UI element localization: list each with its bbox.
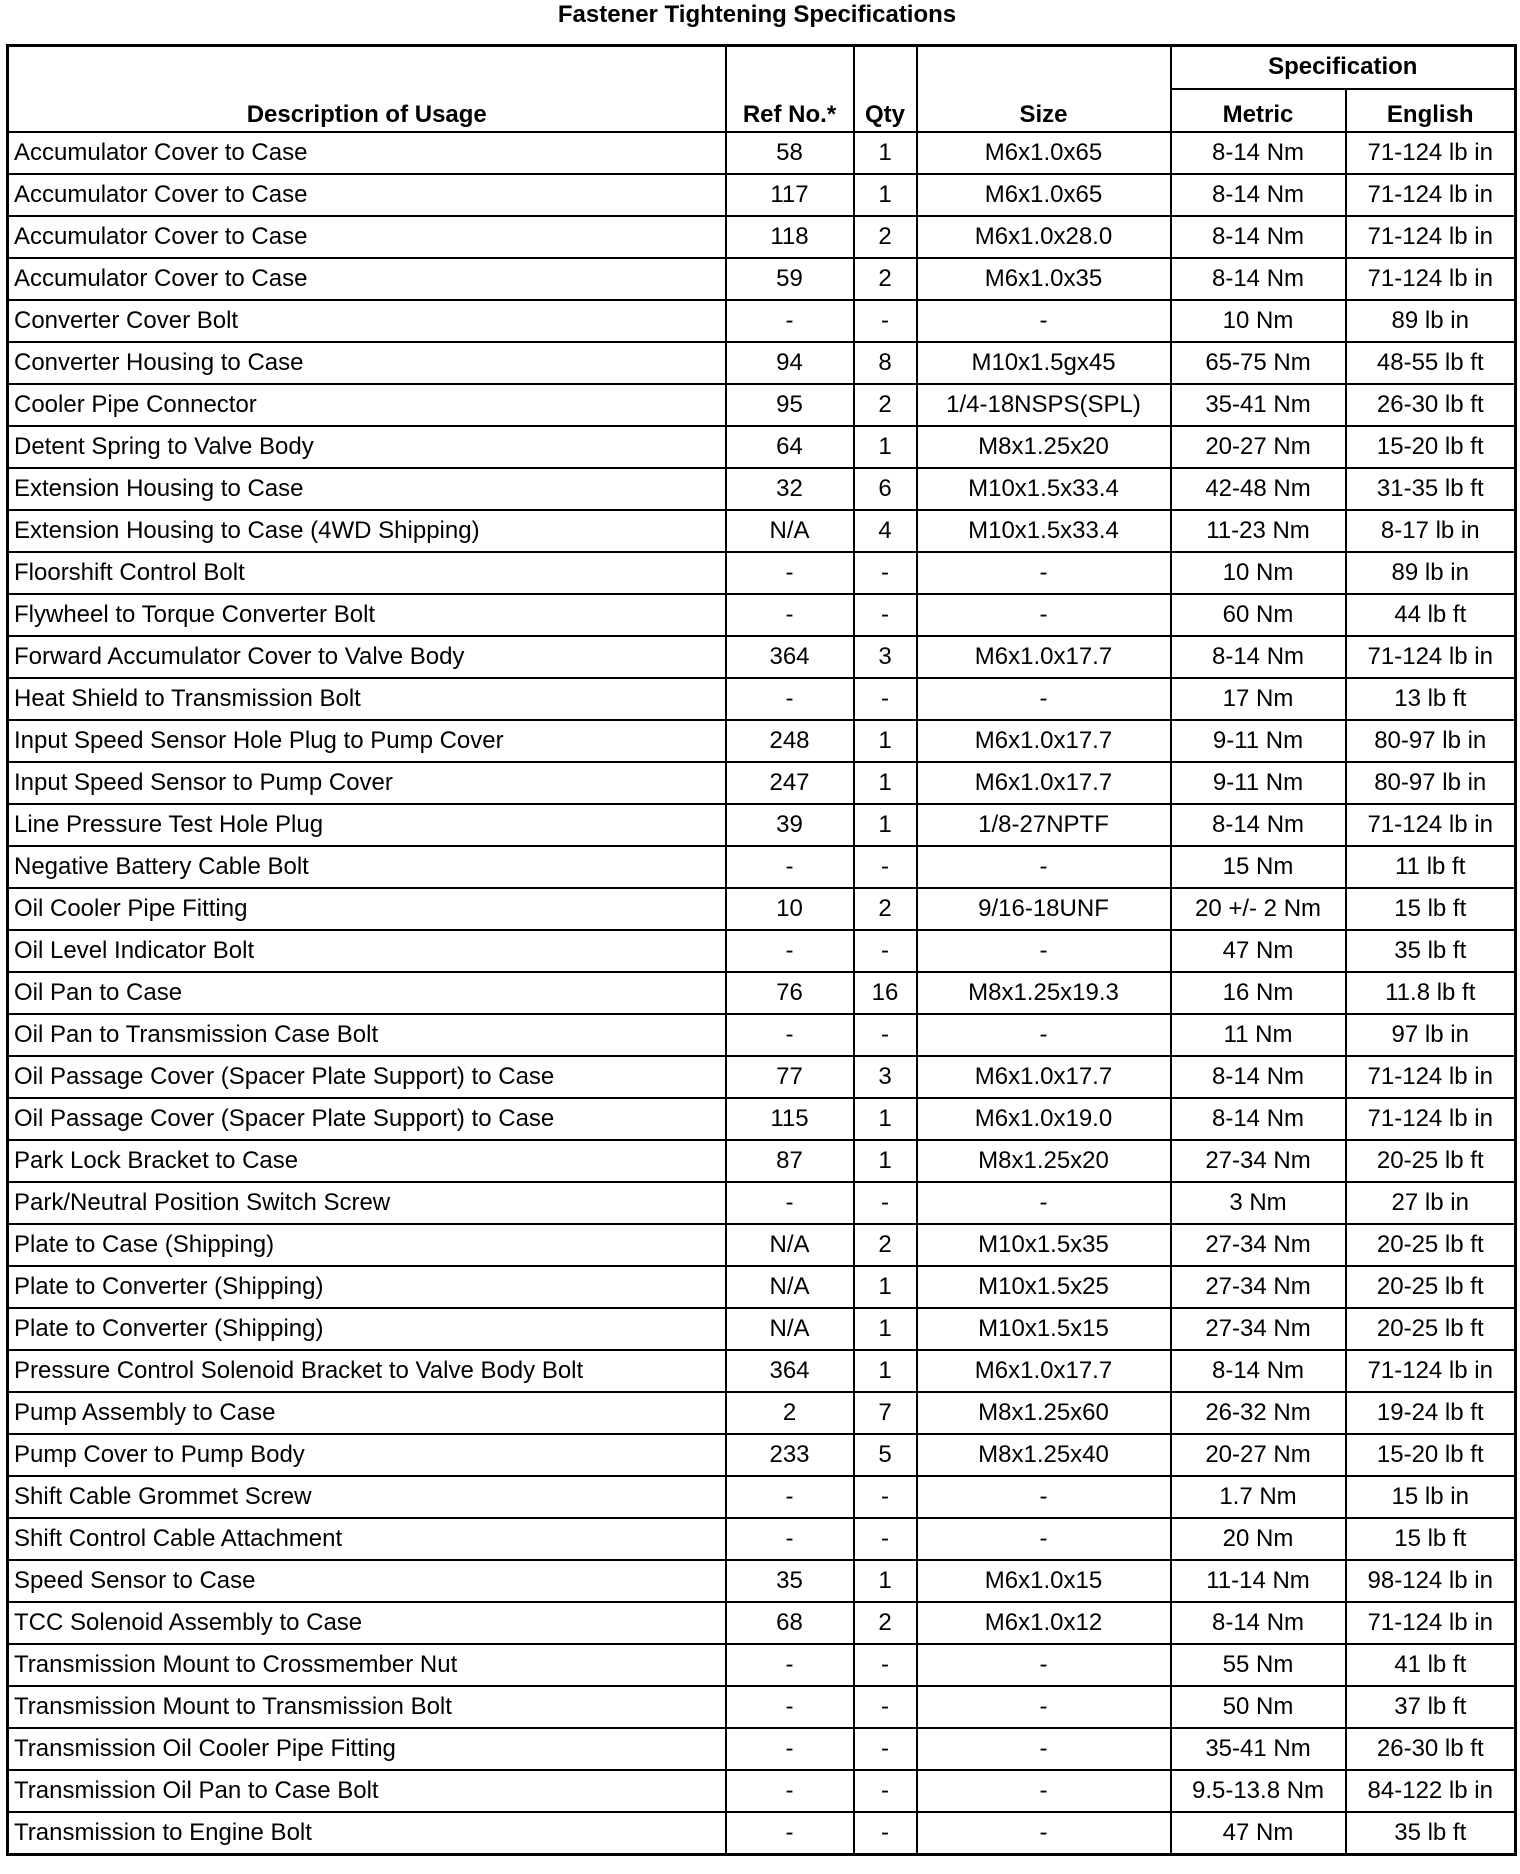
table-row xyxy=(8,468,1516,510)
cell-english: 15 lb ft xyxy=(1346,888,1516,930)
cell-size: M6x1.0x17.7 xyxy=(917,720,1171,762)
cell-metric: 15 Nm xyxy=(1171,846,1346,888)
cell-qty: 8 xyxy=(854,342,917,384)
cell-ref-no: N/A xyxy=(726,1308,854,1350)
cell-description: Oil Level Indicator Bolt xyxy=(8,930,726,972)
cell-ref-no: 32 xyxy=(726,468,854,510)
cell-qty: - xyxy=(854,552,917,594)
cell-description: Extension Housing to Case (4WD Shipping) xyxy=(8,510,726,552)
cell-metric: 9.5-13.8 Nm xyxy=(1171,1770,1346,1812)
cell-qty: - xyxy=(854,594,917,636)
cell-english: 89 lb in xyxy=(1346,300,1516,342)
cell-size: - xyxy=(917,1476,1171,1518)
cell-description: Transmission Oil Pan to Case Bolt xyxy=(8,1770,726,1812)
cell-english: 15-20 lb ft xyxy=(1346,1434,1516,1476)
cell-english: 20-25 lb ft xyxy=(1346,1266,1516,1308)
table-row xyxy=(8,1812,1516,1855)
cell-ref-no: 2 xyxy=(726,1392,854,1434)
cell-metric: 27-34 Nm xyxy=(1171,1140,1346,1182)
table-row xyxy=(8,720,1516,762)
table-row xyxy=(8,846,1516,888)
table-row xyxy=(8,1728,1516,1770)
header-qty: Qty xyxy=(854,46,917,133)
cell-qty: 1 xyxy=(854,1350,917,1392)
cell-size: M10x1.5x33.4 xyxy=(917,510,1171,552)
table-row xyxy=(8,174,1516,216)
cell-metric: 60 Nm xyxy=(1171,594,1346,636)
header-specification: Specification xyxy=(1171,46,1516,90)
cell-ref-no: - xyxy=(726,678,854,720)
table-row xyxy=(8,1224,1516,1266)
table-row xyxy=(8,552,1516,594)
cell-qty: - xyxy=(854,300,917,342)
cell-qty: - xyxy=(854,1644,917,1686)
cell-metric: 9-11 Nm xyxy=(1171,762,1346,804)
cell-description: Flywheel to Torque Converter Bolt xyxy=(8,594,726,636)
cell-description: Accumulator Cover to Case xyxy=(8,258,726,300)
cell-description: Transmission Mount to Crossmember Nut xyxy=(8,1644,726,1686)
cell-size: - xyxy=(917,300,1171,342)
cell-metric: 8-14 Nm xyxy=(1171,1602,1346,1644)
header-description: Description of Usage xyxy=(8,46,726,133)
cell-metric: 8-14 Nm xyxy=(1171,174,1346,216)
cell-qty: 1 xyxy=(854,1140,917,1182)
cell-english: 80-97 lb in xyxy=(1346,762,1516,804)
cell-description: Plate to Case (Shipping) xyxy=(8,1224,726,1266)
cell-qty: 4 xyxy=(854,510,917,552)
cell-description: Speed Sensor to Case xyxy=(8,1560,726,1602)
cell-description: Input Speed Sensor Hole Plug to Pump Cover xyxy=(8,720,726,762)
cell-metric: 47 Nm xyxy=(1171,930,1346,972)
cell-ref-no: - xyxy=(726,1728,854,1770)
table-row xyxy=(8,510,1516,552)
cell-ref-no: - xyxy=(726,1476,854,1518)
cell-description: Park/Neutral Position Switch Screw xyxy=(8,1182,726,1224)
cell-english: 71-124 lb in xyxy=(1346,174,1516,216)
table-row xyxy=(8,1560,1516,1602)
cell-size: M6x1.0x17.7 xyxy=(917,636,1171,678)
cell-description: Forward Accumulator Cover to Valve Body xyxy=(8,636,726,678)
cell-metric: 27-34 Nm xyxy=(1171,1308,1346,1350)
cell-size: M8x1.25x40 xyxy=(917,1434,1171,1476)
cell-qty: - xyxy=(854,1686,917,1728)
cell-size: - xyxy=(917,1182,1171,1224)
cell-description: Transmission to Engine Bolt xyxy=(8,1812,726,1855)
cell-description: Heat Shield to Transmission Bolt xyxy=(8,678,726,720)
cell-ref-no: - xyxy=(726,1644,854,1686)
cell-ref-no: 118 xyxy=(726,216,854,258)
cell-size: M6x1.0x15 xyxy=(917,1560,1171,1602)
cell-english: 71-124 lb in xyxy=(1346,1350,1516,1392)
header-english: English xyxy=(1346,89,1516,132)
cell-qty: 2 xyxy=(854,1602,917,1644)
cell-qty: 6 xyxy=(854,468,917,510)
cell-english: 8-17 lb in xyxy=(1346,510,1516,552)
table-row xyxy=(8,1182,1516,1224)
cell-size: 1/8-27NPTF xyxy=(917,804,1171,846)
cell-metric: 42-48 Nm xyxy=(1171,468,1346,510)
cell-description: Pump Cover to Pump Body xyxy=(8,1434,726,1476)
cell-description: Shift Cable Grommet Screw xyxy=(8,1476,726,1518)
cell-english: 71-124 lb in xyxy=(1346,1056,1516,1098)
table-row xyxy=(8,1476,1516,1518)
cell-metric: 11-14 Nm xyxy=(1171,1560,1346,1602)
cell-description: Plate to Converter (Shipping) xyxy=(8,1266,726,1308)
cell-size: 9/16-18UNF xyxy=(917,888,1171,930)
cell-size: M6x1.0x12 xyxy=(917,1602,1171,1644)
cell-metric: 26-32 Nm xyxy=(1171,1392,1346,1434)
table-row xyxy=(8,1518,1516,1560)
cell-description: Converter Cover Bolt xyxy=(8,300,726,342)
cell-ref-no: - xyxy=(726,930,854,972)
cell-description: Oil Passage Cover (Spacer Plate Support) to Case xyxy=(8,1056,726,1098)
cell-size: - xyxy=(917,1518,1171,1560)
cell-ref-no: - xyxy=(726,1518,854,1560)
cell-ref-no: 35 xyxy=(726,1560,854,1602)
cell-metric: 10 Nm xyxy=(1171,300,1346,342)
cell-qty: 7 xyxy=(854,1392,917,1434)
cell-qty: 2 xyxy=(854,258,917,300)
cell-ref-no: 247 xyxy=(726,762,854,804)
cell-english: 20-25 lb ft xyxy=(1346,1308,1516,1350)
cell-qty: 1 xyxy=(854,720,917,762)
cell-metric: 9-11 Nm xyxy=(1171,720,1346,762)
cell-metric: 20 +/- 2 Nm xyxy=(1171,888,1346,930)
cell-size: - xyxy=(917,594,1171,636)
cell-size: M6x1.0x65 xyxy=(917,132,1171,174)
cell-qty: 3 xyxy=(854,1056,917,1098)
cell-english: 13 lb ft xyxy=(1346,678,1516,720)
cell-ref-no: - xyxy=(726,594,854,636)
cell-description: Floorshift Control Bolt xyxy=(8,552,726,594)
cell-ref-no: - xyxy=(726,300,854,342)
cell-qty: 1 xyxy=(854,1098,917,1140)
table-row xyxy=(8,1266,1516,1308)
cell-qty: - xyxy=(854,678,917,720)
cell-metric: 8-14 Nm xyxy=(1171,1350,1346,1392)
header-size: Size xyxy=(917,46,1171,133)
cell-english: 35 lb ft xyxy=(1346,930,1516,972)
cell-size: - xyxy=(917,1014,1171,1056)
cell-english: 98-124 lb in xyxy=(1346,1560,1516,1602)
cell-ref-no: 94 xyxy=(726,342,854,384)
cell-description: Converter Housing to Case xyxy=(8,342,726,384)
cell-ref-no: N/A xyxy=(726,1266,854,1308)
cell-ref-no: - xyxy=(726,846,854,888)
cell-size: 1/4-18NSPS(SPL) xyxy=(917,384,1171,426)
cell-english: 80-97 lb in xyxy=(1346,720,1516,762)
cell-description: Oil Passage Cover (Spacer Plate Support) to Case xyxy=(8,1098,726,1140)
cell-size: M8x1.25x20 xyxy=(917,426,1171,468)
cell-qty: - xyxy=(854,1014,917,1056)
cell-english: 20-25 lb ft xyxy=(1346,1224,1516,1266)
cell-size: M10x1.5gx45 xyxy=(917,342,1171,384)
cell-english: 31-35 lb ft xyxy=(1346,468,1516,510)
cell-metric: 11 Nm xyxy=(1171,1014,1346,1056)
table-row xyxy=(8,1434,1516,1476)
cell-size: M10x1.5x33.4 xyxy=(917,468,1171,510)
cell-description: Input Speed Sensor to Pump Cover xyxy=(8,762,726,804)
cell-ref-no: - xyxy=(726,1014,854,1056)
cell-english: 97 lb in xyxy=(1346,1014,1516,1056)
cell-qty: - xyxy=(854,1518,917,1560)
cell-metric: 55 Nm xyxy=(1171,1644,1346,1686)
fastener-spec-table xyxy=(6,44,1517,1856)
table-row xyxy=(8,1014,1516,1056)
cell-ref-no: - xyxy=(726,1182,854,1224)
table-row xyxy=(8,216,1516,258)
cell-description: TCC Solenoid Assembly to Case xyxy=(8,1602,726,1644)
cell-english: 20-25 lb ft xyxy=(1346,1140,1516,1182)
cell-size: M10x1.5x15 xyxy=(917,1308,1171,1350)
table-row xyxy=(8,1308,1516,1350)
cell-english: 84-122 lb in xyxy=(1346,1770,1516,1812)
cell-size: M8x1.25x60 xyxy=(917,1392,1171,1434)
cell-ref-no: 77 xyxy=(726,1056,854,1098)
cell-ref-no: 76 xyxy=(726,972,854,1014)
cell-qty: - xyxy=(854,1812,917,1855)
table-row xyxy=(8,1686,1516,1728)
cell-ref-no: 115 xyxy=(726,1098,854,1140)
cell-description: Accumulator Cover to Case xyxy=(8,174,726,216)
cell-english: 26-30 lb ft xyxy=(1346,1728,1516,1770)
cell-metric: 35-41 Nm xyxy=(1171,384,1346,426)
cell-english: 15 lb ft xyxy=(1346,1518,1516,1560)
cell-size: M6x1.0x17.7 xyxy=(917,1056,1171,1098)
header-metric: Metric xyxy=(1171,89,1346,132)
cell-english: 89 lb in xyxy=(1346,552,1516,594)
cell-description: Oil Cooler Pipe Fitting xyxy=(8,888,726,930)
cell-english: 71-124 lb in xyxy=(1346,258,1516,300)
cell-size: - xyxy=(917,1770,1171,1812)
cell-size: M10x1.5x35 xyxy=(917,1224,1171,1266)
cell-metric: 35-41 Nm xyxy=(1171,1728,1346,1770)
table-row xyxy=(8,258,1516,300)
cell-english: 71-124 lb in xyxy=(1346,132,1516,174)
cell-qty: 1 xyxy=(854,174,917,216)
cell-metric: 20-27 Nm xyxy=(1171,1434,1346,1476)
cell-ref-no: 364 xyxy=(726,1350,854,1392)
cell-ref-no: 10 xyxy=(726,888,854,930)
cell-metric: 50 Nm xyxy=(1171,1686,1346,1728)
cell-english: 11.8 lb ft xyxy=(1346,972,1516,1014)
cell-size: M6x1.0x17.7 xyxy=(917,1350,1171,1392)
cell-metric: 17 Nm xyxy=(1171,678,1346,720)
cell-ref-no: 58 xyxy=(726,132,854,174)
cell-size: - xyxy=(917,1812,1171,1855)
cell-metric: 8-14 Nm xyxy=(1171,216,1346,258)
cell-ref-no: N/A xyxy=(726,510,854,552)
table-row xyxy=(8,972,1516,1014)
table-row xyxy=(8,1602,1516,1644)
cell-size: M6x1.0x65 xyxy=(917,174,1171,216)
cell-metric: 27-34 Nm xyxy=(1171,1224,1346,1266)
cell-english: 11 lb ft xyxy=(1346,846,1516,888)
cell-description: Oil Pan to Case xyxy=(8,972,726,1014)
cell-metric: 16 Nm xyxy=(1171,972,1346,1014)
cell-description: Transmission Oil Cooler Pipe Fitting xyxy=(8,1728,726,1770)
cell-metric: 47 Nm xyxy=(1171,1812,1346,1855)
cell-description: Pressure Control Solenoid Bracket to Valve Body Bolt xyxy=(8,1350,726,1392)
cell-qty: - xyxy=(854,1476,917,1518)
cell-size: M6x1.0x28.0 xyxy=(917,216,1171,258)
table-row xyxy=(8,384,1516,426)
table-row xyxy=(8,1644,1516,1686)
cell-metric: 8-14 Nm xyxy=(1171,1056,1346,1098)
cell-qty: 3 xyxy=(854,636,917,678)
cell-metric: 20-27 Nm xyxy=(1171,426,1346,468)
cell-size: - xyxy=(917,1728,1171,1770)
cell-metric: 27-34 Nm xyxy=(1171,1266,1346,1308)
cell-english: 26-30 lb ft xyxy=(1346,384,1516,426)
page-title xyxy=(0,0,1520,30)
cell-metric: 8-14 Nm xyxy=(1171,258,1346,300)
cell-metric: 1.7 Nm xyxy=(1171,1476,1346,1518)
cell-english: 44 lb ft xyxy=(1346,594,1516,636)
cell-size: M8x1.25x20 xyxy=(917,1140,1171,1182)
cell-qty: - xyxy=(854,1770,917,1812)
cell-english: 15-20 lb ft xyxy=(1346,426,1516,468)
cell-qty: 5 xyxy=(854,1434,917,1476)
cell-english: 48-55 lb ft xyxy=(1346,342,1516,384)
cell-ref-no: 68 xyxy=(726,1602,854,1644)
cell-size: M8x1.25x19.3 xyxy=(917,972,1171,1014)
page-title-text: Fastener Tightening Specifications xyxy=(557,1,957,28)
table-row xyxy=(8,762,1516,804)
cell-metric: 3 Nm xyxy=(1171,1182,1346,1224)
cell-ref-no: N/A xyxy=(726,1224,854,1266)
cell-ref-no: 364 xyxy=(726,636,854,678)
cell-size: M6x1.0x35 xyxy=(917,258,1171,300)
cell-description: Oil Pan to Transmission Case Bolt xyxy=(8,1014,726,1056)
cell-ref-no: - xyxy=(726,1686,854,1728)
cell-qty: 2 xyxy=(854,384,917,426)
table-row xyxy=(8,594,1516,636)
cell-metric: 8-14 Nm xyxy=(1171,132,1346,174)
cell-ref-no: - xyxy=(726,1770,854,1812)
cell-metric: 8-14 Nm xyxy=(1171,636,1346,678)
cell-description: Line Pressure Test Hole Plug xyxy=(8,804,726,846)
table-row xyxy=(8,1770,1516,1812)
cell-qty: 16 xyxy=(854,972,917,1014)
cell-qty: 2 xyxy=(854,216,917,258)
cell-metric: 8-14 Nm xyxy=(1171,804,1346,846)
cell-metric: 10 Nm xyxy=(1171,552,1346,594)
cell-qty: 1 xyxy=(854,132,917,174)
table-row xyxy=(8,678,1516,720)
cell-size: M6x1.0x19.0 xyxy=(917,1098,1171,1140)
cell-size: - xyxy=(917,552,1171,594)
cell-qty: 1 xyxy=(854,1308,917,1350)
cell-english: 37 lb ft xyxy=(1346,1686,1516,1728)
cell-english: 71-124 lb in xyxy=(1346,1098,1516,1140)
cell-qty: - xyxy=(854,1728,917,1770)
cell-ref-no: 87 xyxy=(726,1140,854,1182)
cell-english: 19-24 lb ft xyxy=(1346,1392,1516,1434)
table-row xyxy=(8,1098,1516,1140)
cell-description: Shift Control Cable Attachment xyxy=(8,1518,726,1560)
cell-qty: 1 xyxy=(854,804,917,846)
cell-english: 71-124 lb in xyxy=(1346,804,1516,846)
cell-qty: - xyxy=(854,1182,917,1224)
table-row xyxy=(8,636,1516,678)
cell-qty: - xyxy=(854,846,917,888)
cell-size: - xyxy=(917,1644,1171,1686)
cell-qty: 1 xyxy=(854,1266,917,1308)
cell-size: M6x1.0x17.7 xyxy=(917,762,1171,804)
cell-size: - xyxy=(917,1686,1171,1728)
cell-metric: 65-75 Nm xyxy=(1171,342,1346,384)
cell-metric: 8-14 Nm xyxy=(1171,1098,1346,1140)
table-row xyxy=(8,342,1516,384)
cell-qty: - xyxy=(854,930,917,972)
cell-description: Extension Housing to Case xyxy=(8,468,726,510)
cell-qty: 1 xyxy=(854,426,917,468)
cell-description: Accumulator Cover to Case xyxy=(8,132,726,174)
cell-description: Cooler Pipe Connector xyxy=(8,384,726,426)
cell-description: Accumulator Cover to Case xyxy=(8,216,726,258)
table-row xyxy=(8,888,1516,930)
cell-metric: 11-23 Nm xyxy=(1171,510,1346,552)
cell-description: Detent Spring to Valve Body xyxy=(8,426,726,468)
table-row xyxy=(8,426,1516,468)
cell-ref-no: - xyxy=(726,552,854,594)
cell-size: - xyxy=(917,846,1171,888)
cell-ref-no: 59 xyxy=(726,258,854,300)
cell-english: 41 lb ft xyxy=(1346,1644,1516,1686)
cell-size: - xyxy=(917,678,1171,720)
cell-description: Plate to Converter (Shipping) xyxy=(8,1308,726,1350)
cell-english: 71-124 lb in xyxy=(1346,636,1516,678)
table-row xyxy=(8,1350,1516,1392)
table-body xyxy=(8,132,1516,1855)
table-row xyxy=(8,300,1516,342)
cell-english: 27 lb in xyxy=(1346,1182,1516,1224)
cell-size: - xyxy=(917,930,1171,972)
cell-english: 35 lb ft xyxy=(1346,1812,1516,1855)
cell-metric: 20 Nm xyxy=(1171,1518,1346,1560)
header-row-top xyxy=(8,46,1516,90)
cell-ref-no: 248 xyxy=(726,720,854,762)
cell-qty: 1 xyxy=(854,762,917,804)
header-ref-no: Ref No.* xyxy=(726,46,854,133)
cell-qty: 2 xyxy=(854,1224,917,1266)
cell-description: Park Lock Bracket to Case xyxy=(8,1140,726,1182)
cell-english: 71-124 lb in xyxy=(1346,216,1516,258)
cell-description: Transmission Mount to Transmission Bolt xyxy=(8,1686,726,1728)
cell-size: M10x1.5x25 xyxy=(917,1266,1171,1308)
table-row xyxy=(8,132,1516,174)
table-row xyxy=(8,804,1516,846)
cell-ref-no: - xyxy=(726,1812,854,1855)
cell-english: 71-124 lb in xyxy=(1346,1602,1516,1644)
table-row xyxy=(8,1056,1516,1098)
cell-description: Pump Assembly to Case xyxy=(8,1392,726,1434)
cell-ref-no: 95 xyxy=(726,384,854,426)
table-row xyxy=(8,1140,1516,1182)
cell-description: Negative Battery Cable Bolt xyxy=(8,846,726,888)
cell-ref-no: 64 xyxy=(726,426,854,468)
cell-ref-no: 233 xyxy=(726,1434,854,1476)
cell-english: 15 lb in xyxy=(1346,1476,1516,1518)
cell-qty: 1 xyxy=(854,1560,917,1602)
cell-ref-no: 117 xyxy=(726,174,854,216)
cell-ref-no: 39 xyxy=(726,804,854,846)
cell-qty: 2 xyxy=(854,888,917,930)
table-row xyxy=(8,930,1516,972)
table-row xyxy=(8,1392,1516,1434)
